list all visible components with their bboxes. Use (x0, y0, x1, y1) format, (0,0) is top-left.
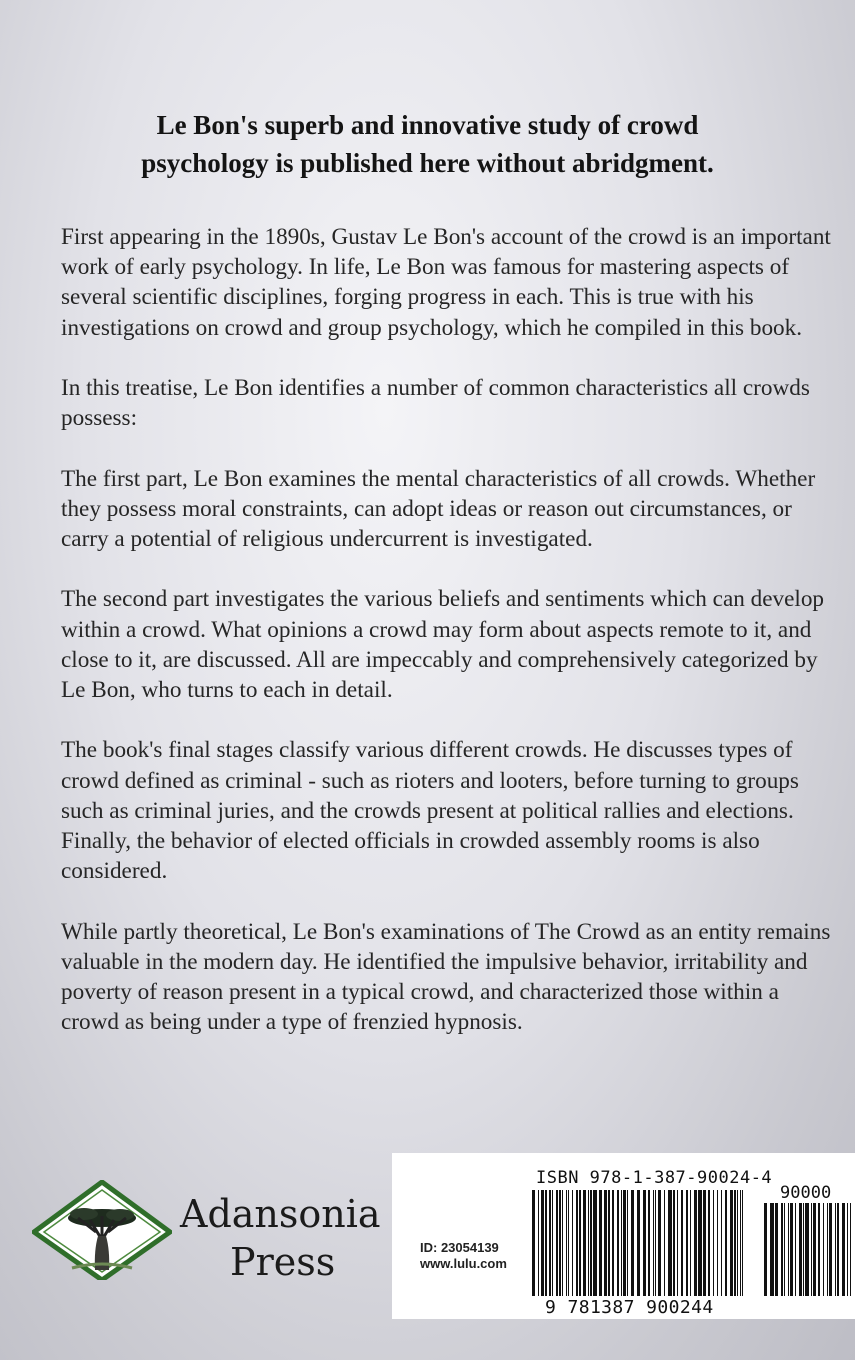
barcode-bar (681, 1190, 683, 1296)
paragraph-intro: First appearing in the 1890s, Gustav Le Bon's account of the crowd is an important work of early psychology. In life, Le Bon was famous for mastering aspects of several scientific disciplines, forging progress in each. This is true with his investigations on crowd and group psychology, which he compiled in this book. (61, 224, 831, 341)
barcode-bar (572, 1190, 573, 1296)
paragraph-first-part: The first part, Le Bon examines the mental characteristics of all crowds. Whether they possess moral constraints, can adopt ideas or reason out circumstances, or carry a potential of religious undercurrent is investigated. (61, 465, 816, 552)
barcode-bar (612, 1190, 614, 1296)
barcode-bar (576, 1190, 578, 1296)
paragraph-second-part: The second part investigates the various beliefs and sentiments which can develop within a crowd. What opinions a crowd may form about aspects remote to it, and close to it, are discussed. All are impeccably and comprehensively categorized by Le Bon, who turns to each in detail. (61, 586, 825, 703)
barcode-bar (770, 1203, 774, 1296)
barcode-bar (842, 1203, 845, 1296)
barcode-bar (829, 1203, 832, 1296)
barcode-bar (677, 1190, 678, 1296)
barcode-bar (698, 1190, 702, 1296)
barcode-bar (737, 1190, 738, 1296)
barcode-bar (588, 1190, 589, 1296)
barcode-bar (847, 1203, 848, 1296)
barcode-bar (788, 1203, 789, 1296)
price-barcode-bars (764, 1203, 851, 1296)
ean-barcode-bars (532, 1190, 743, 1296)
barcode-bar (795, 1203, 796, 1296)
barcode-bar (608, 1190, 610, 1296)
barcode-bar (545, 1190, 547, 1296)
barcode-bar (805, 1203, 809, 1296)
barcode-bar (579, 1190, 581, 1296)
barcode-bar (799, 1203, 802, 1296)
barcode-bar (637, 1190, 640, 1296)
barcode-bar (686, 1190, 688, 1296)
barcode-bar (617, 1190, 619, 1296)
isbn-label: ISBN 978-1-387-90024-4 (536, 1168, 773, 1188)
barcode-bar (566, 1190, 567, 1296)
barcode-bar (713, 1190, 714, 1296)
barcode-bar (562, 1190, 563, 1296)
barcode-digits: 9 781387 900244 (545, 1297, 714, 1318)
barcode-bar (734, 1190, 736, 1296)
barcode-bar (827, 1203, 828, 1296)
barcode-bar (742, 1190, 743, 1296)
barcode-bar (590, 1190, 592, 1296)
barcode-bar (583, 1190, 586, 1296)
barcode-bar (631, 1190, 634, 1296)
barcode-bar (552, 1190, 553, 1296)
headline-line-1: Le Bon's superb and innovative study of crowd (156, 110, 699, 140)
barcode-bar (781, 1203, 783, 1296)
barcode-bar (811, 1203, 812, 1296)
barcode-bar (655, 1190, 656, 1296)
paragraph-final-stages: The book's final stages classify various different crowds. He discusses types of crowd defined as criminal - such as rioters and looters, before turning to groups such as criminal juries, and the crowds present at political rallies and elections. Finally, the behavior of elected officials in crowded assembly rooms is also considered. (61, 737, 799, 885)
barcode-bar (813, 1203, 816, 1296)
barcode-bar (708, 1190, 710, 1296)
headline-line-2: psychology is published here without abridgment. (141, 148, 714, 178)
barcode-bar (593, 1190, 597, 1296)
barcode-bar (568, 1190, 569, 1296)
barcode-bar (538, 1190, 539, 1296)
barcode-bar (725, 1190, 727, 1296)
barcode-bar (764, 1203, 767, 1296)
barcode-bar (648, 1190, 650, 1296)
barcode-bar (549, 1190, 551, 1296)
barcode-bar (532, 1190, 535, 1296)
barcode-bar (653, 1190, 654, 1296)
barcode-bar (740, 1190, 741, 1296)
barcode-bar (803, 1203, 804, 1296)
paragraph-characteristics: In this treatise, Le Bon identifies a number of common characteristics all crowds possess: (61, 375, 810, 432)
barcode-bar (658, 1190, 661, 1296)
barcode-bar (784, 1203, 785, 1296)
barcode-bar (703, 1190, 706, 1296)
lulu-id: ID: 23054139 (420, 1240, 499, 1255)
barcode-bar (668, 1190, 672, 1296)
barcode-bar (721, 1190, 722, 1296)
barcode-bar (775, 1203, 778, 1296)
publisher-name-line-1: Adansonia (180, 1192, 381, 1236)
barcode-bar (604, 1190, 607, 1296)
barcode-bar (730, 1190, 733, 1296)
barcode-bar (835, 1203, 836, 1296)
paragraph-conclusion: While partly theoretical, Le Bon's examinations of The Crowd as an entity remains valuable in the modern day. He identified the impulsive behavior, irritability and poverty of reason present in a typical crowd, and characterized those within a crowd as being under a type of frenzied hypnosis. (61, 918, 831, 1036)
barcode-bar (643, 1190, 646, 1296)
barcode-bar (837, 1203, 839, 1296)
barcode-bar (627, 1190, 628, 1296)
barcode-bar (556, 1190, 558, 1296)
lulu-site: www.lulu.com (420, 1256, 507, 1271)
barcode-bar (694, 1190, 697, 1296)
price-code: 90000 (780, 1183, 832, 1203)
barcode-bar (623, 1190, 626, 1296)
barcode-bar (664, 1190, 665, 1296)
barcode-bar (621, 1190, 622, 1296)
barcode-bar (673, 1190, 675, 1296)
barcode-bar (541, 1190, 544, 1296)
barcode-bar (559, 1190, 561, 1296)
barcode-bar (850, 1203, 851, 1296)
barcode-bar (599, 1190, 602, 1296)
barcode-bar (790, 1203, 793, 1296)
barcode-bar (823, 1203, 824, 1296)
barcode-bar (818, 1203, 820, 1296)
barcode-bar (690, 1190, 691, 1296)
publisher-name-line-2: Press (230, 1240, 336, 1284)
barcode-bar (717, 1190, 718, 1296)
